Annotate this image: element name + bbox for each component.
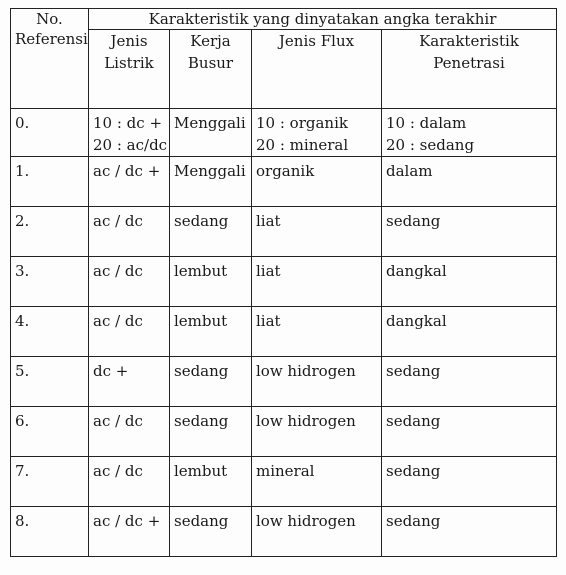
- cell-listrik: ac / dc: [89, 307, 170, 357]
- cell-flux: mineral: [252, 457, 382, 507]
- cell-ref: 1.: [11, 157, 89, 207]
- cell-listrik: 10 : dc + 20 : ac/dc: [89, 109, 170, 157]
- table-row: [11, 507, 557, 557]
- cell-listrik: ac / dc: [89, 207, 170, 257]
- cell-ref: 2.: [11, 207, 89, 257]
- cell-ref: 0.: [11, 109, 89, 157]
- table-row: [11, 109, 557, 157]
- cell-penetrasi: 10 : dalam 20 : sedang: [382, 109, 557, 157]
- ref-header-line1: No.: [36, 10, 63, 28]
- cell-flux: low hidrogen: [252, 507, 382, 557]
- ref-header-line2: Referensi: [15, 30, 88, 48]
- cell-penetrasi: sedang: [382, 457, 557, 507]
- cell-ref: 4.: [11, 307, 89, 357]
- cell-flux: liat: [252, 207, 382, 257]
- ref-header-cell: [11, 9, 89, 109]
- cell-busur: sedang: [170, 357, 252, 407]
- cell-ref: 7.: [11, 457, 89, 507]
- table-body: [11, 109, 557, 557]
- group-header: Karakteristik yang dinyatakan angka terakhir: [89, 9, 557, 30]
- cell-busur: Menggali: [170, 157, 252, 207]
- cell-flux: 10 : organik 20 : mineral: [252, 109, 382, 157]
- table-row: [11, 357, 557, 407]
- cell-flux: low hidrogen: [252, 407, 382, 457]
- cell-busur: sedang: [170, 507, 252, 557]
- table-row: [11, 407, 557, 457]
- karakteristik-table: [10, 8, 557, 557]
- cell-busur: lembut: [170, 457, 252, 507]
- cell-flux: liat: [252, 307, 382, 357]
- cell-penetrasi: sedang: [382, 357, 557, 407]
- cell-busur: sedang: [170, 407, 252, 457]
- table-row: [11, 457, 557, 507]
- cell-busur: Menggali: [170, 109, 252, 157]
- cell-flux: organik: [252, 157, 382, 207]
- col-header-flux: Jenis Flux: [252, 30, 382, 109]
- cell-penetrasi: dangkal: [382, 307, 557, 357]
- cell-ref: 5.: [11, 357, 89, 407]
- table-header: [11, 9, 557, 109]
- cell-busur: lembut: [170, 257, 252, 307]
- cell-busur: sedang: [170, 207, 252, 257]
- cell-penetrasi: dangkal: [382, 257, 557, 307]
- cell-ref: 3.: [11, 257, 89, 307]
- cell-ref: 6.: [11, 407, 89, 457]
- cell-penetrasi: sedang: [382, 507, 557, 557]
- cell-listrik: ac / dc: [89, 457, 170, 507]
- cell-listrik: ac / dc +: [89, 157, 170, 207]
- cell-listrik: ac / dc: [89, 407, 170, 457]
- col-header-busur: Kerja Busur: [170, 30, 252, 109]
- cell-listrik: ac / dc: [89, 257, 170, 307]
- cell-flux: low hidrogen: [252, 357, 382, 407]
- cell-listrik: dc +: [89, 357, 170, 407]
- cell-penetrasi: sedang: [382, 407, 557, 457]
- table-row: [11, 207, 557, 257]
- col-header-penetrasi: Karakteristik Penetrasi: [382, 30, 557, 109]
- table-row: [11, 157, 557, 207]
- cell-penetrasi: sedang: [382, 207, 557, 257]
- cell-ref: 8.: [11, 507, 89, 557]
- table-row: [11, 257, 557, 307]
- table-row: [11, 307, 557, 357]
- cell-busur: lembut: [170, 307, 252, 357]
- col-header-listrik: Jenis Listrik: [89, 30, 170, 109]
- cell-listrik: ac / dc +: [89, 507, 170, 557]
- cell-penetrasi: dalam: [382, 157, 557, 207]
- cell-flux: liat: [252, 257, 382, 307]
